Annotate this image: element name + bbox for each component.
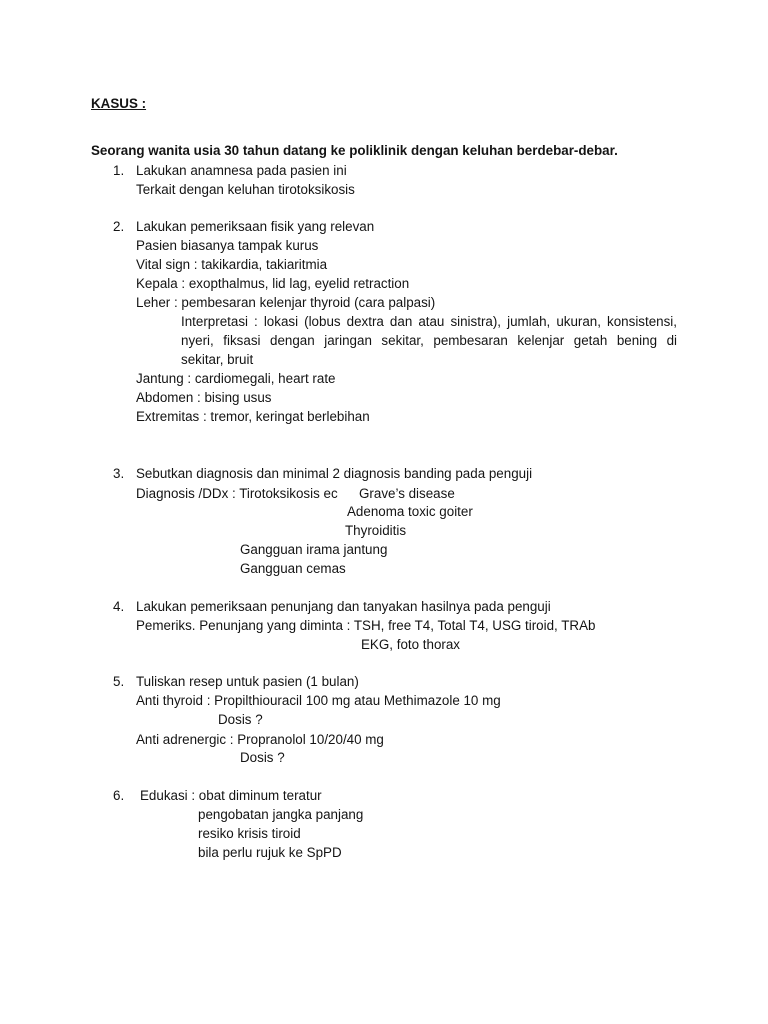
- supporting-exam-line: Pemeriks. Penunjang yang diminta : TSH, free T4, Total T4, USG tiroid, TRAb: [136, 618, 596, 633]
- differential-diagnosis: Grave’s disease: [359, 486, 455, 501]
- supporting-exam-line: EKG, foto thorax: [361, 637, 460, 652]
- case-intro: Seorang wanita usia 30 tahun datang ke poliklinik dengan keluhan berdebar-debar.: [91, 143, 618, 158]
- item-2-line: Jantung : cardiomegali, heart rate: [136, 371, 336, 386]
- item-2-line: Pasien biasanya tampak kurus: [136, 238, 319, 253]
- prescription-line: Dosis ?: [240, 750, 285, 765]
- item-3-number: 3.: [113, 466, 125, 481]
- interpretation-line: nyeri, fiksasi dengan jaringan sekitar, pembesaran kelenjar getah bening di: [181, 333, 677, 348]
- education-line: bila perlu rujuk ke SpPD: [198, 845, 342, 860]
- item-2-line: Vital sign : takikardia, takiaritmia: [136, 257, 328, 272]
- item-2-line: Kepala : exopthalmus, lid lag, eyelid retraction: [136, 276, 410, 291]
- item-2-title: Lakukan pemeriksaan fisik yang relevan: [136, 219, 375, 234]
- case-heading: KASUS :: [91, 96, 147, 111]
- diagnosis-label: Diagnosis /DDx : Tirotoksikosis ec: [136, 486, 338, 501]
- differential-diagnosis: Adenoma toxic goiter: [347, 504, 473, 519]
- item-2-line: Abdomen : bising usus: [136, 390, 272, 405]
- item-5-number: 5.: [113, 674, 125, 689]
- item-4-number: 4.: [113, 599, 125, 614]
- item-2-number: 2.: [113, 219, 125, 234]
- item-6-number: 6.: [113, 788, 125, 803]
- item-6-title: Edukasi : obat diminum teratur: [140, 788, 322, 803]
- differential-diagnosis: Thyroiditis: [345, 523, 407, 538]
- education-line: resiko krisis tiroid: [198, 826, 301, 841]
- prescription-line: Anti thyroid : Propilthiouracil 100 mg atau Methimazole 10 mg: [136, 693, 501, 708]
- item-4-title: Lakukan pemeriksaan penunjang dan tanyakan hasilnya pada penguji: [136, 599, 551, 614]
- item-2-line: Extremitas : tremor, keringat berlebihan: [136, 409, 370, 424]
- item-1-number: 1.: [113, 163, 125, 178]
- differential-diagnosis: Gangguan cemas: [240, 561, 346, 576]
- interpretation-line: Interpretasi : lokasi (lobus dextra dan atau sinistra), jumlah, ukuran, konsistensi,: [181, 314, 677, 329]
- differential-diagnosis: Gangguan irama jantung: [240, 542, 388, 557]
- education-line: pengobatan jangka panjang: [198, 807, 364, 822]
- prescription-line: Anti adrenergic : Propranolol 10/20/40 mg: [136, 732, 384, 747]
- item-2-line: Leher : pembesaran kelenjar thyroid (cara palpasi): [136, 295, 436, 310]
- item-5-title: Tuliskan resep untuk pasien (1 bulan): [136, 674, 359, 689]
- item-3-title: Sebutkan diagnosis dan minimal 2 diagnosis banding pada penguji: [136, 466, 533, 481]
- prescription-line: Dosis ?: [218, 712, 263, 727]
- interpretation-line: sekitar, bruit: [181, 352, 254, 367]
- item-1-title: Lakukan anamnesa pada pasien ini: [136, 163, 347, 178]
- item-1-line: Terkait dengan keluhan tirotoksikosis: [136, 182, 355, 197]
